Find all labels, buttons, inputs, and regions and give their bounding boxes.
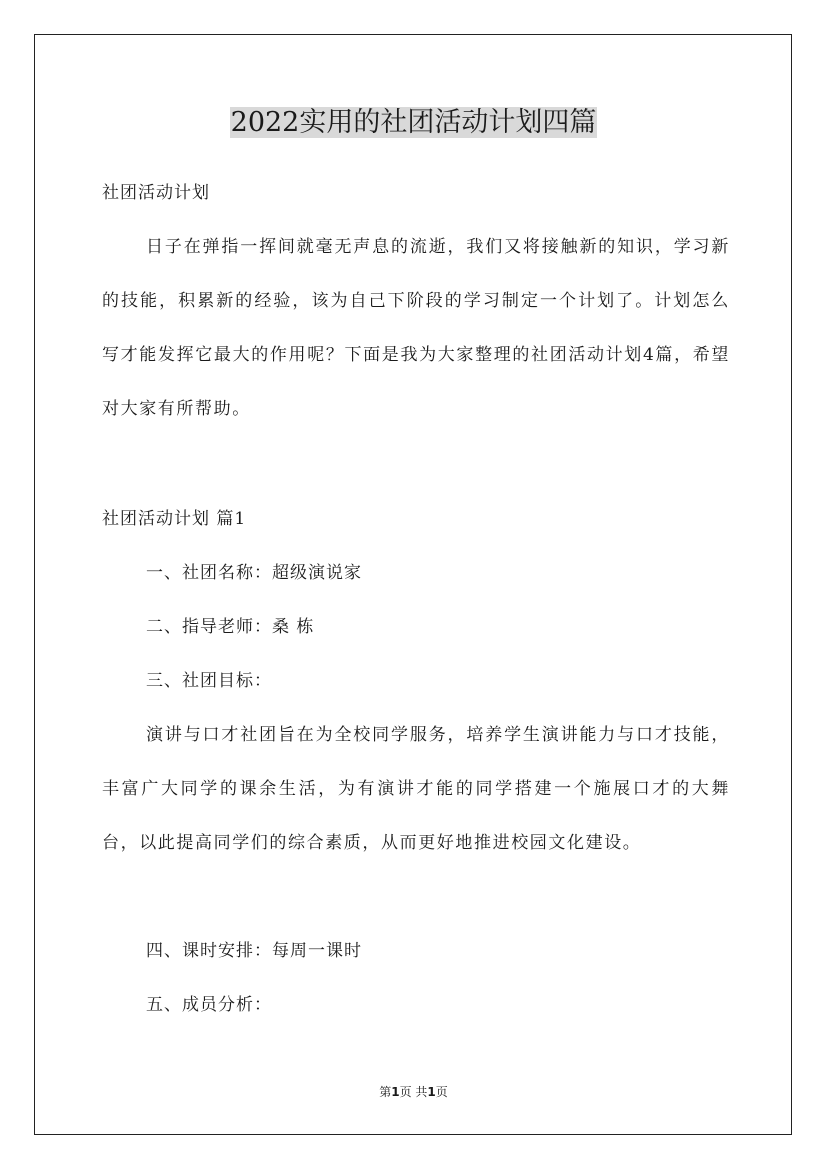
article-heading: 社团活动计划 篇1 [102, 509, 247, 529]
current-page-number: 1 [391, 1085, 400, 1099]
total-page-number: 1 [427, 1085, 436, 1099]
section-heading: 社团活动计划 [102, 183, 210, 203]
item-club-goal: 三、社团目标： [146, 671, 272, 691]
goal-paragraph: 演讲与口才社团旨在为全校同学服务，培养学生演讲能力与口才技能，丰富广大同学的课余生活，为有演讲才能的同学搭建一个施展口才的大舞台，以此提高同学们的综合素质，从而更好地推进校园文化建设。 [102, 725, 730, 853]
page-suffix: 页 [435, 1085, 448, 1099]
document-title [0, 102, 827, 144]
page-footer [0, 1082, 827, 1102]
intro-paragraph: 日子在弹指一挥间就毫无声息的流逝，我们又将接触新的知识，学习新的技能，积累新的经验，该为自己下阶段的学习制定一个计划了。计划怎么写才能发挥它最大的作用呢？下面是我为大家整理的社团活动计划4篇，希望对大家有所帮助。 [102, 237, 730, 419]
page-prefix: 第 [379, 1085, 392, 1099]
item-club-name: 一、社团名称：超级演说家 [146, 563, 362, 583]
document-title-text: 2022实用的社团活动计划四篇 [230, 107, 597, 138]
item-advisor: 二、指导老师：桑 栋 [146, 617, 315, 637]
page-mid: 页 共 [399, 1085, 428, 1099]
item-member-analysis: 五、成员分析： [146, 995, 272, 1015]
item-schedule: 四、课时安排：每周一课时 [146, 941, 362, 961]
